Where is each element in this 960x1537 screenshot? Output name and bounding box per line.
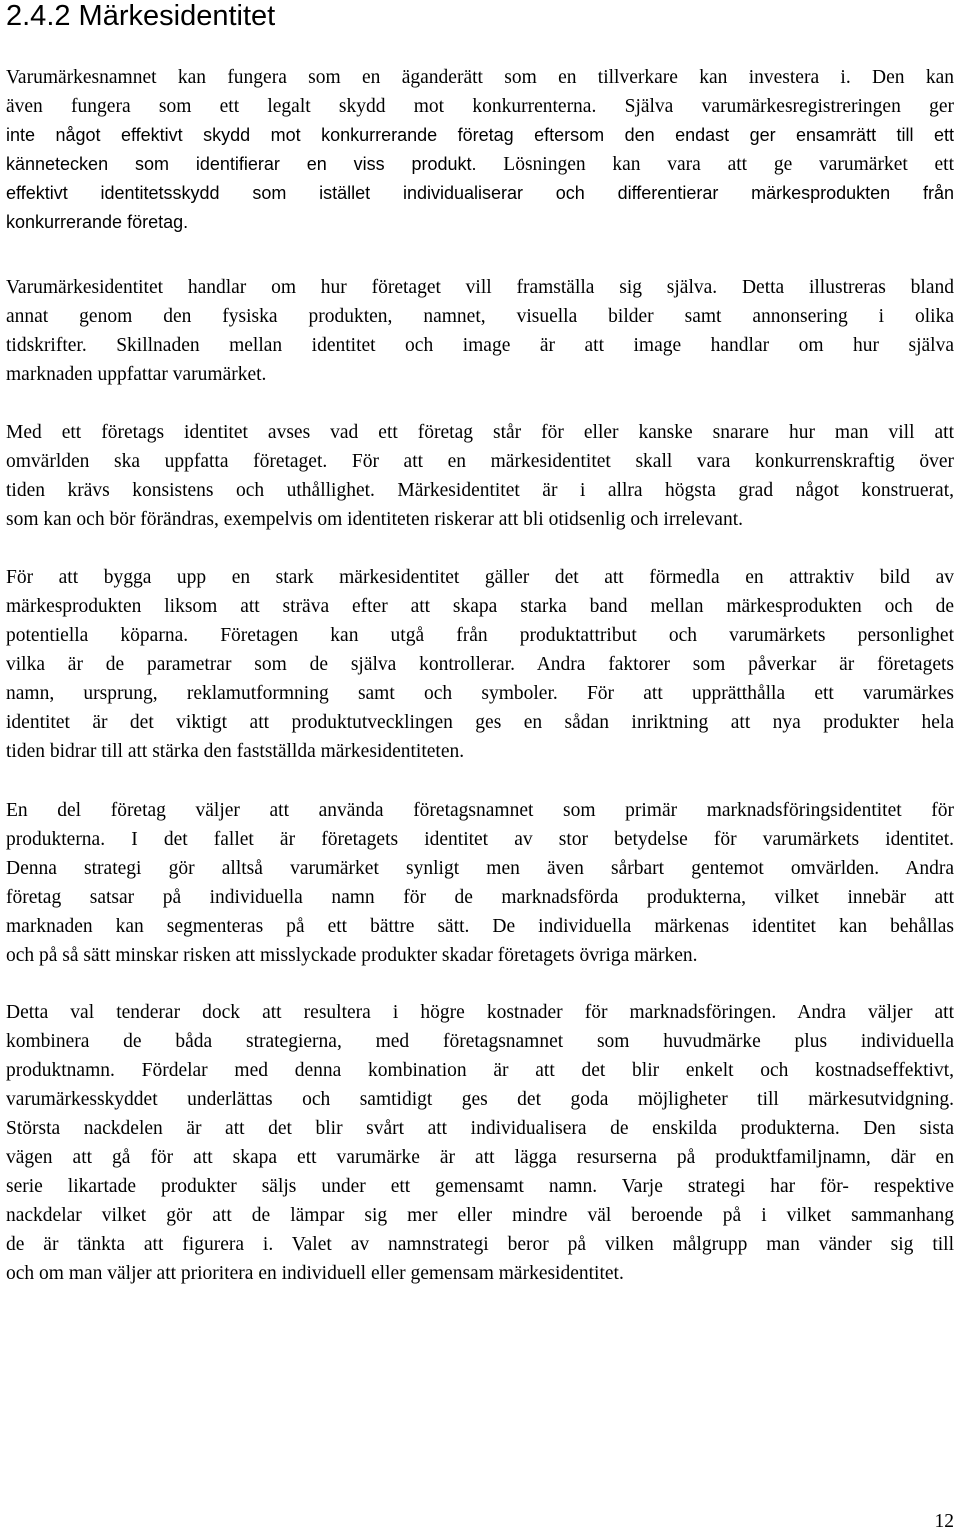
text-line — [6, 825, 954, 854]
text-line — [6, 63, 954, 92]
paragraph-6 — [6, 998, 954, 1288]
text-run: identitet är det viktigt att produktutvecklingen ges en sådan inriktning att nya produkter hela — [6, 712, 954, 733]
text-run: Lösningen kan vara att ge varumärket ett — [476, 154, 954, 175]
text-run: effektivt identitetsskydd som istället individualiserar och differentierar märkesprodukten från — [6, 183, 954, 203]
text-run: Största nackdelen är att det blir svårt att individualisera de enskilda produkterna. Den sista — [6, 1118, 954, 1139]
text-line — [6, 737, 954, 766]
text-line — [6, 854, 954, 883]
text-line — [6, 883, 954, 912]
text-run: Med ett företags identitet avses vad ett företag står för eller kanske snarare hur man vill att — [6, 422, 954, 443]
text-line — [6, 208, 954, 237]
text-line — [6, 273, 954, 302]
text-run: marknaden uppfattar varumärket. — [6, 364, 267, 385]
text-line — [6, 1143, 954, 1172]
text-line — [6, 1172, 954, 1201]
text-run: kombinera de båda strategierna, med företagsnamnet som huvudmärke plus individuella — [6, 1031, 954, 1052]
paragraph-5 — [6, 796, 954, 970]
text-run: Själva varumärkesregistreringen ger — [596, 96, 954, 117]
text-line — [6, 92, 954, 121]
text-run: marknaden kan segmenteras på ett bättre sätt. De individuella märkenas identitet kan behållas — [6, 916, 954, 937]
text-line — [6, 912, 954, 941]
text-run: För att bygga upp en stark märkesidentitet gäller det att förmedla en attraktiv bild av — [6, 567, 954, 588]
text-line — [6, 505, 954, 534]
text-line — [6, 1085, 954, 1114]
text-run: märkesprodukten liksom att sträva efter att skapa starka band mellan märkesprodukten och de — [6, 596, 954, 617]
text-line — [6, 150, 954, 179]
paragraph-3 — [6, 418, 954, 534]
text-run: En del företag väljer att använda företagsnamnet som primär marknadsföringsidentitet för — [6, 800, 954, 821]
text-line — [6, 179, 954, 208]
text-line — [6, 302, 954, 331]
text-line — [6, 1114, 954, 1143]
text-run: Varumärkesnamnet kan fungera som en äganderätt som en tillverkare kan investera i. Den kan — [6, 67, 954, 88]
text-run: nackdelar vilket gör att de lämpar sig mer eller mindre väl beroende på i vilket sammanhang — [6, 1205, 954, 1226]
text-run: namn, ursprung, reklamutformning samt och symboler. För att upprätthålla ett varumärkes — [6, 683, 954, 704]
text-line — [6, 1027, 954, 1056]
text-line — [6, 563, 954, 592]
text-run: de är tänkta att figurera i. Valet av namnstrategi beror på vilken målgrupp man vänder sig till — [6, 1234, 954, 1255]
text-line — [6, 1201, 954, 1230]
text-run: kännetecken som identifierar en viss produkt. — [6, 154, 477, 174]
text-run: vilka är de parametrar som de själva kontrollerar. Andra faktorer som påverkar är företagets — [6, 654, 954, 675]
page-number: 12 — [934, 1511, 954, 1532]
text-line — [6, 331, 954, 360]
text-run: potentiella köparna. Företagen kan utgå från produktattribut och varumärkets personlighet — [6, 625, 954, 646]
text-line — [6, 1056, 954, 1085]
text-line — [6, 621, 954, 650]
text-line — [6, 121, 954, 150]
text-run: Varumärkesidentitet handlar om hur företaget vill framställa sig själva. Detta illustreras bland — [6, 277, 954, 298]
text-run: inte något effektivt skydd mot konkurrerande företag eftersom den endast ger ensamrätt till ett — [6, 125, 954, 145]
text-run: annat genom den fysiska produkten, namnet, visuella bilder samt annonsering i olika — [6, 306, 954, 327]
text-run: omvärlden ska uppfatta företaget. För att en märkesidentitet skall vara konkurrenskraftig över — [6, 451, 954, 472]
text-run: tiden bidrar till att stärka den fastställda märkesidentiteten. — [6, 741, 465, 762]
text-line — [6, 650, 954, 679]
text-line — [6, 998, 954, 1027]
text-run: även fungera som ett legalt skydd mot konkurrenterna. — [6, 96, 597, 117]
text-run: produkterna. I det fallet är företagets identitet av stor betydelse för varumärkets identitet. — [6, 829, 954, 850]
text-line — [6, 1230, 954, 1259]
text-run: vägen att gå för att skapa ett varumärke är att lägga resurserna på produktfamiljnamn, där en — [6, 1147, 954, 1168]
text-run: Denna strategi gör alltså varumärket synligt men även sårbart gentemot omvärlden. Andra — [6, 858, 954, 879]
text-run: och på så sätt minskar risken att misslyckade produkter skadar företagets övriga märken. — [6, 945, 698, 966]
text-run: tidskrifter. Skillnaden mellan identitet och image är att image handlar om hur själva — [6, 335, 954, 356]
text-line — [6, 476, 954, 505]
text-run: företag satsar på individuella namn för de marknadsförda produkterna, vilket innebär att — [6, 887, 954, 908]
text-run: Detta val tenderar dock att resultera i högre kostnader för marknadsföringen. Andra väljer att — [6, 1002, 954, 1023]
text-run: tiden krävs konsistens och uthållighet. Märkesidentitet är i allra högsta grad något konstruerat, — [6, 480, 954, 501]
text-run: konkurrerande företag. — [6, 212, 189, 232]
text-run: varumärkesskyddet underlättas och samtidigt ges det goda möjligheter till märkesutvidgning. — [6, 1089, 954, 1110]
paragraph-4 — [6, 563, 954, 766]
text-run: produktnamn. Fördelar med denna kombination är att det blir enkelt och kostnadseffektivt, — [6, 1060, 954, 1081]
text-line — [6, 708, 954, 737]
text-line — [6, 592, 954, 621]
section-heading: 2.4.2 Märkesidentitet — [6, 0, 276, 32]
text-line — [6, 941, 954, 970]
text-line — [6, 1259, 954, 1288]
text-line — [6, 447, 954, 476]
text-run: serie likartade produkter säljs under ett gemensamt namn. Varje strategi har för- respektive — [6, 1176, 954, 1197]
text-line — [6, 360, 954, 389]
text-line — [6, 418, 954, 447]
paragraph-2 — [6, 273, 954, 389]
paragraph-1 — [6, 63, 954, 237]
text-line — [6, 796, 954, 825]
text-line — [6, 679, 954, 708]
text-run: som kan och bör förändras, exempelvis om identiteten riskerar att bli otidsenlig och irrelevant. — [6, 509, 743, 530]
text-run: och om man väljer att prioritera en individuell eller gemensam märkesidentitet. — [6, 1263, 624, 1284]
